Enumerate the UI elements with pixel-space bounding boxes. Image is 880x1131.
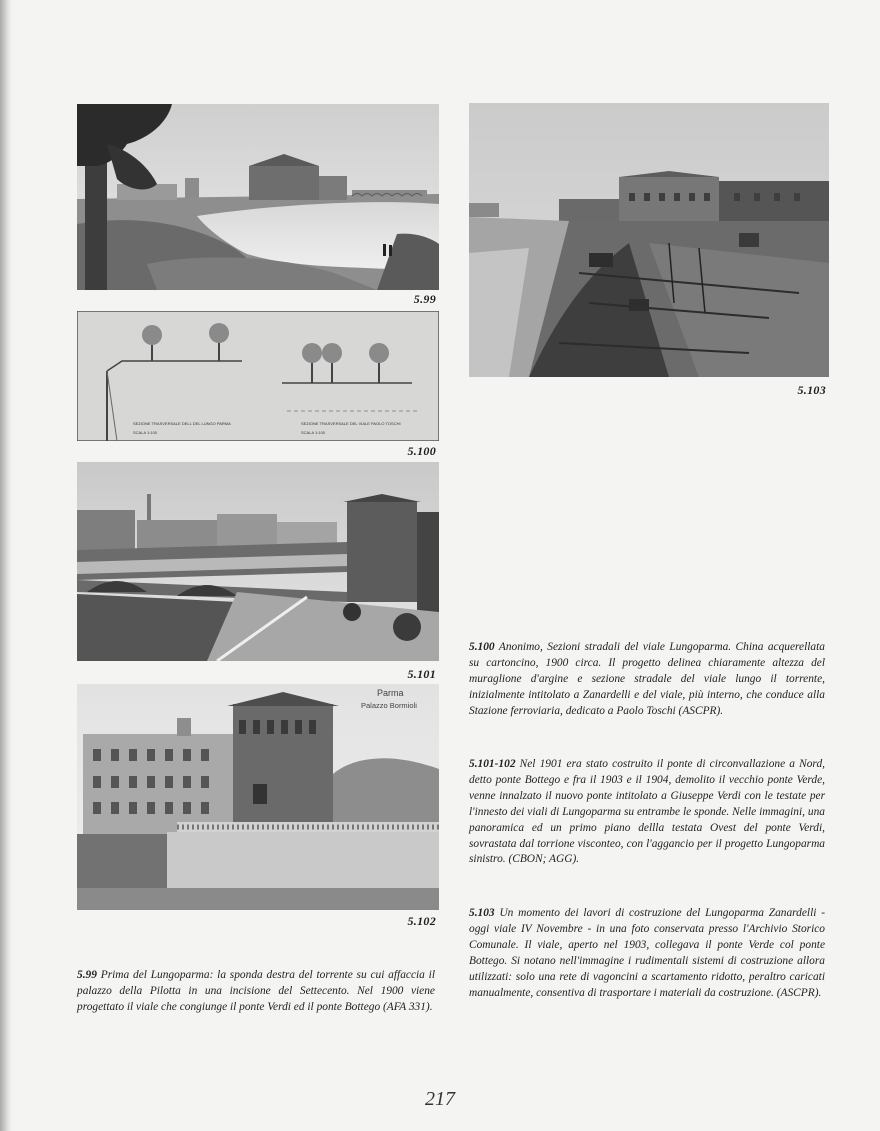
caption-5-100 <box>469 640 825 720</box>
figure-5-102-number: 5.102 <box>407 914 436 928</box>
caption-5-100-id: 5.100 <box>469 641 495 653</box>
drawing-label-left: SEZIONE TRASVERSALE DELL DEL LUNGO PARMA <box>133 421 231 426</box>
caption-5-99-text: Prima del Lungoparma: la sponda destra del torrente su cui affaccia il palazzo della Pilotta in una incisione del Settecento. Nel 1900 viene progettato il viale che congiunge il ponte Verdi ed il ponte Bottego (AFA 331). <box>77 969 435 1013</box>
drawing-label-right: SEZIONE TRASVERSALE DEL VIALE PAOLO TOSCHI <box>301 421 401 426</box>
caption-5-103 <box>469 906 825 1001</box>
page-number: 217 <box>425 1088 455 1110</box>
figure-5-103-number: 5.103 <box>797 383 826 397</box>
page-gutter-shadow <box>0 0 12 1131</box>
caption-5-101-102-text: Nel 1901 era stato costruito il ponte di circonvallazione a Nord, detto ponte Bottego e fra il 1903 e il 1904, demolito il vecchio ponte Verde, venne innalzato il nuovo ponte intitolato a Giuseppe Verdi con le testate per l'innesto dei viali di Lungoparma su entrambe le sponde. Nelle immagini, una panoramica ed un primo piano dellla testata Ovest del ponte Verdi, sovrastata dal torrione visconteo, con l'aggancio per il progetto Lungoparma sinistro. (CBON; AGG). <box>469 758 825 866</box>
drawing-scale-left: SCALA 1:100 <box>133 430 158 435</box>
postcard-place: Palazzo Bormioli <box>361 701 417 710</box>
caption-5-100-text: Anonimo, Sezioni stradali del viale Lungoparma. China acquerellata su cartoncino, 1900 circa. Il progetto delinea chiaramente altezza del muraglione d'argine e sezione stradale del viale lungo il torrente, inizialmente intitolato a Zanardelli e del viale, più interno, che conduce alla Stazione ferroviaria, dedicato a Paolo Toschi (ASCPR). <box>469 641 825 717</box>
figure-5-100-drawing <box>77 311 439 441</box>
figure-5-101-photo <box>77 462 439 661</box>
figure-5-101-number: 5.101 <box>407 667 436 681</box>
drawing-scale-right: SCALA 1:100 <box>301 430 326 435</box>
figure-5-103-photo <box>469 103 829 377</box>
figure-5-100-number: 5.100 <box>407 444 436 458</box>
caption-5-103-text: Un momento dei lavori di costruzione del Lungoparma Zanardelli - oggi viale IV Novembre - in una foto conservata presso l'Archivio Storico Comunale. Il viale, aperto nel 1903, collegava il ponte Verde col ponte Bottego. Si notano nell'immagine i rudimentali sistemi di costruzione allora utilizzati: solo una rete di vagoncini a scartamento ridotto, peraltro caricati manualmente, consentiva di trasportare i materiali da costruzione. (ASCPR). <box>469 907 825 999</box>
caption-5-103-id: 5.103 <box>469 907 495 919</box>
figure-5-99-engraving <box>77 104 439 290</box>
caption-5-99 <box>77 968 435 1016</box>
figure-5-99-number: 5.99 <box>413 292 436 306</box>
caption-5-101-102-id: 5.101-102 <box>469 758 516 770</box>
figure-5-102-photo <box>77 684 439 910</box>
caption-5-101-102 <box>469 757 825 868</box>
postcard-city: Parma <box>377 688 404 698</box>
caption-5-99-id: 5.99 <box>77 969 97 981</box>
